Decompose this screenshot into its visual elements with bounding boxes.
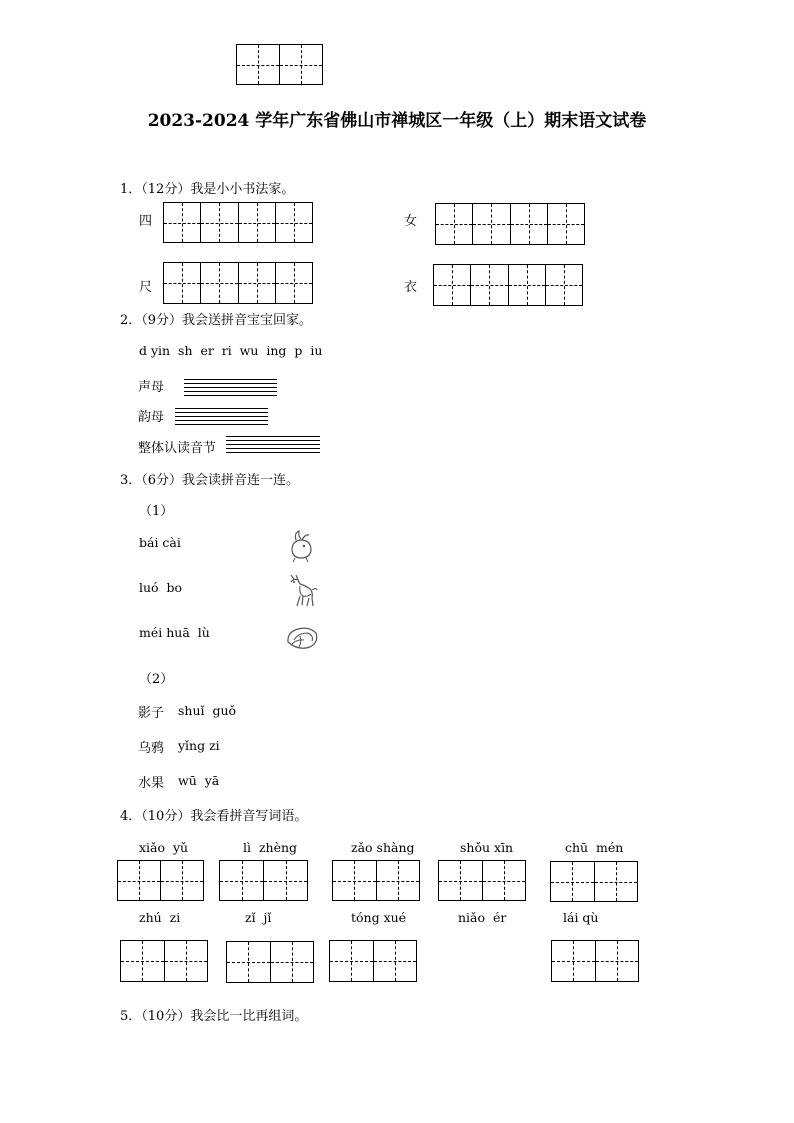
grid-cell[interactable]: [220, 861, 264, 900]
q2-answer-lines-shengmu[interactable]: [184, 379, 277, 399]
q4-grid-r1-4: [438, 860, 526, 901]
q3-part1-label: （1）: [139, 504, 174, 519]
grid-cell[interactable]: [473, 204, 510, 244]
grid-cell[interactable]: [201, 263, 238, 303]
grid-cell[interactable]: [548, 204, 584, 244]
q2-label-yunmu: 韵母: [138, 410, 165, 425]
grid-cell[interactable]: [436, 204, 473, 244]
q4-grid-r2-1: [120, 940, 208, 982]
grid-cell[interactable]: [509, 265, 546, 305]
q2-heading: 2．（9分）我会送拼音宝宝回家。: [120, 313, 313, 328]
q1-char-4: 衣: [404, 280, 418, 295]
grid-cell[interactable]: [330, 941, 374, 981]
q4-pinyin-r2-1: zhú zi: [139, 910, 181, 925]
grid-cell[interactable]: [239, 203, 276, 242]
grid-cell[interactable]: [374, 941, 417, 981]
grid-cell[interactable]: [377, 861, 420, 900]
q3-pinyin-2[interactable]: luó bo: [139, 580, 183, 595]
page-title: 2023-2024 学年广东省佛山市禅城区一年级（上）期末语文试卷: [147, 111, 647, 131]
q3-part2-label: （2）: [139, 672, 174, 687]
q4-grid-r1-2: [219, 860, 308, 901]
grid-cell[interactable]: [165, 941, 208, 981]
q4-grid-r2-3: [329, 940, 417, 982]
q1-char-3: 尺: [139, 280, 153, 295]
q4-pinyin-r2-3: tóng xué: [351, 910, 407, 925]
q4-grid-r2-5: [551, 940, 639, 982]
grid-cell[interactable]: [276, 203, 312, 242]
grid-cell[interactable]: [596, 941, 639, 981]
q3-pinyin-1[interactable]: bái cài: [139, 535, 181, 550]
grid-cell[interactable]: [595, 862, 638, 901]
grid-cell[interactable]: [546, 265, 582, 305]
grid-cell[interactable]: [121, 941, 165, 981]
q4-grid-r1-1: [117, 860, 204, 901]
q5-heading: 5．（10分）我会比一比再组词。: [120, 1009, 308, 1024]
q3-heading: 3．（6分）我会读拼音连一连。: [120, 473, 300, 488]
q4-pinyin-r2-4: niǎo ér: [458, 910, 507, 925]
q1-heading: 1．（12分）我是小小书法家。: [120, 182, 295, 197]
bird-icon[interactable]: [282, 528, 318, 564]
q4-pinyin-r1-3: zǎo shàng: [351, 840, 415, 855]
q3-pinyin-3[interactable]: méi huā lù: [139, 625, 210, 640]
q1-char-1: 四: [139, 214, 153, 229]
grid-cell[interactable]: [227, 942, 271, 982]
q1-grid-1: [163, 202, 313, 243]
grid-cell[interactable]: [237, 45, 280, 84]
q3-word-2[interactable]: 乌鸦: [138, 741, 165, 756]
grid-cell[interactable]: [164, 203, 201, 242]
q2-syllables: d yin sh er ri wu ing p iu: [139, 343, 323, 358]
deer-icon[interactable]: [285, 572, 321, 608]
grid-cell[interactable]: [434, 265, 471, 305]
q4-pinyin-r1-5: chū mén: [565, 840, 624, 855]
grid-cell[interactable]: [439, 861, 483, 900]
q3-word-pinyin-3[interactable]: wū yā: [178, 773, 220, 788]
q3-word-pinyin-2[interactable]: yǐng zi: [178, 738, 220, 753]
cabbage-icon[interactable]: [284, 620, 320, 656]
q4-grid-r1-3: [332, 860, 420, 901]
grid-cell[interactable]: [471, 265, 508, 305]
grid-cell[interactable]: [201, 203, 238, 242]
grid-cell[interactable]: [552, 941, 596, 981]
grid-cell[interactable]: [276, 263, 312, 303]
q3-word-pinyin-1[interactable]: shuǐ guǒ: [178, 703, 237, 718]
grid-cell[interactable]: [333, 861, 377, 900]
q1-grid-4: [433, 264, 583, 306]
q4-heading: 4．（10分）我会看拼音写词语。: [120, 809, 308, 824]
q3-word-1[interactable]: 影子: [138, 706, 165, 721]
grid-cell[interactable]: [264, 861, 307, 900]
q4-pinyin-r2-2: zǐ jǐ: [245, 910, 272, 925]
q2-answer-lines-yunmu[interactable]: [175, 408, 268, 428]
grid-cell[interactable]: [280, 45, 322, 84]
q4-grid-r2-2: [226, 941, 314, 983]
header-writing-grid: [236, 44, 323, 85]
q4-pinyin-r1-4: shǒu xīn: [460, 840, 514, 855]
q1-grid-3: [163, 262, 313, 304]
grid-cell[interactable]: [161, 861, 203, 900]
q2-answer-lines-zhengti[interactable]: [226, 436, 320, 456]
q1-char-2: 女: [404, 214, 418, 229]
grid-cell[interactable]: [551, 862, 595, 901]
grid-cell[interactable]: [164, 263, 201, 303]
q1-grid-2: [435, 203, 585, 245]
q2-label-shengmu: 声母: [138, 380, 165, 395]
grid-cell[interactable]: [271, 942, 314, 982]
grid-cell[interactable]: [511, 204, 548, 244]
q2-label-zhengti: 整体认读音节: [138, 441, 217, 456]
grid-cell[interactable]: [239, 263, 276, 303]
grid-cell[interactable]: [483, 861, 526, 900]
q4-pinyin-r1-1: xiǎo yǔ: [139, 840, 189, 855]
grid-cell[interactable]: [118, 861, 161, 900]
q3-word-3[interactable]: 水果: [138, 776, 165, 791]
q4-pinyin-r1-2: lì zhèng: [243, 840, 298, 855]
q4-grid-r1-5: [550, 861, 638, 902]
q4-pinyin-r2-5: lái qù: [563, 910, 599, 925]
